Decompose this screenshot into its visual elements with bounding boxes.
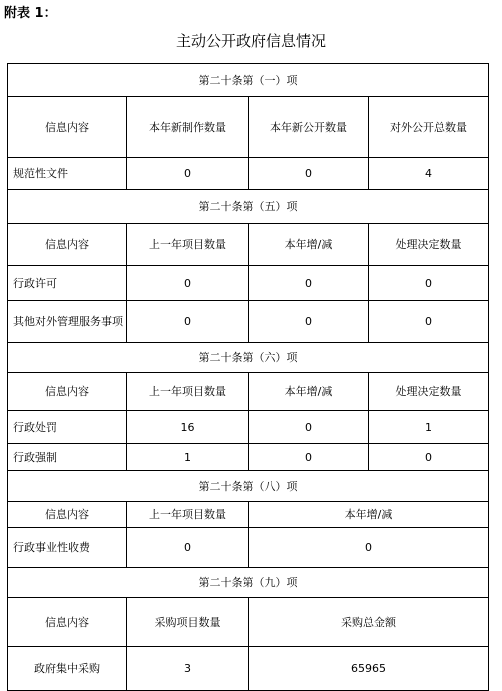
column-header: 本年增/减 — [249, 224, 369, 266]
section-title-6: 第二十条第（六）项 — [8, 343, 489, 373]
column-header: 信息内容 — [8, 97, 127, 158]
attachment-label: 附表 1： — [4, 6, 57, 21]
table-cell: 0 — [127, 158, 249, 190]
column-header: 本年增/减 — [249, 502, 489, 528]
disclosure-table — [7, 63, 489, 691]
column-header: 信息内容 — [8, 373, 127, 411]
column-header: 信息内容 — [8, 598, 127, 647]
table-cell: 0 — [249, 266, 369, 301]
row-label: 行政许可 — [8, 266, 127, 301]
table-cell: 16 — [127, 411, 249, 444]
table-cell: 0 — [127, 266, 249, 301]
column-header: 对外公开总数量 — [369, 97, 489, 158]
table-cell: 0 — [249, 158, 369, 190]
section-title-8: 第二十条第（八）项 — [8, 471, 489, 502]
table-cell: 0 — [127, 301, 249, 343]
row-label: 行政处罚 — [8, 411, 127, 444]
row-label: 行政事业性收费 — [8, 528, 127, 568]
table-cell: 0 — [127, 528, 249, 568]
row-label: 规范性文件 — [8, 158, 127, 190]
section-title-1: 第二十条第（一）项 — [8, 64, 489, 97]
column-header: 处理决定数量 — [369, 373, 489, 411]
row-label: 行政强制 — [8, 444, 127, 471]
column-header: 采购总金额 — [249, 598, 489, 647]
column-header: 上一年项目数量 — [127, 373, 249, 411]
table-cell: 65965 — [249, 647, 489, 691]
table-cell: 1 — [127, 444, 249, 471]
section-title-9: 第二十条第（九）项 — [8, 568, 489, 598]
table-cell: 3 — [127, 647, 249, 691]
row-label: 政府集中采购 — [8, 647, 127, 691]
table-cell: 0 — [249, 528, 489, 568]
column-header: 信息内容 — [8, 224, 127, 266]
column-header: 信息内容 — [8, 502, 127, 528]
column-header: 采购项目数量 — [127, 598, 249, 647]
column-header: 本年新制作数量 — [127, 97, 249, 158]
column-header: 上一年项目数量 — [127, 224, 249, 266]
page-title: 主动公开政府信息情况 — [175, 32, 326, 50]
table-cell: 0 — [249, 411, 369, 444]
table-cell: 0 — [249, 444, 369, 471]
table-cell: 0 — [369, 444, 489, 471]
column-header: 处理决定数量 — [369, 224, 489, 266]
table-cell: 0 — [249, 301, 369, 343]
table-cell: 0 — [369, 301, 489, 343]
table-cell: 1 — [369, 411, 489, 444]
column-header: 本年新公开数量 — [249, 97, 369, 158]
table-cell: 0 — [369, 266, 489, 301]
row-label: 其他对外管理服务事项 — [8, 301, 127, 343]
column-header: 上一年项目数量 — [127, 502, 249, 528]
section-title-5: 第二十条第（五）项 — [8, 190, 489, 224]
table-cell: 4 — [369, 158, 489, 190]
column-header: 本年增/减 — [249, 373, 369, 411]
